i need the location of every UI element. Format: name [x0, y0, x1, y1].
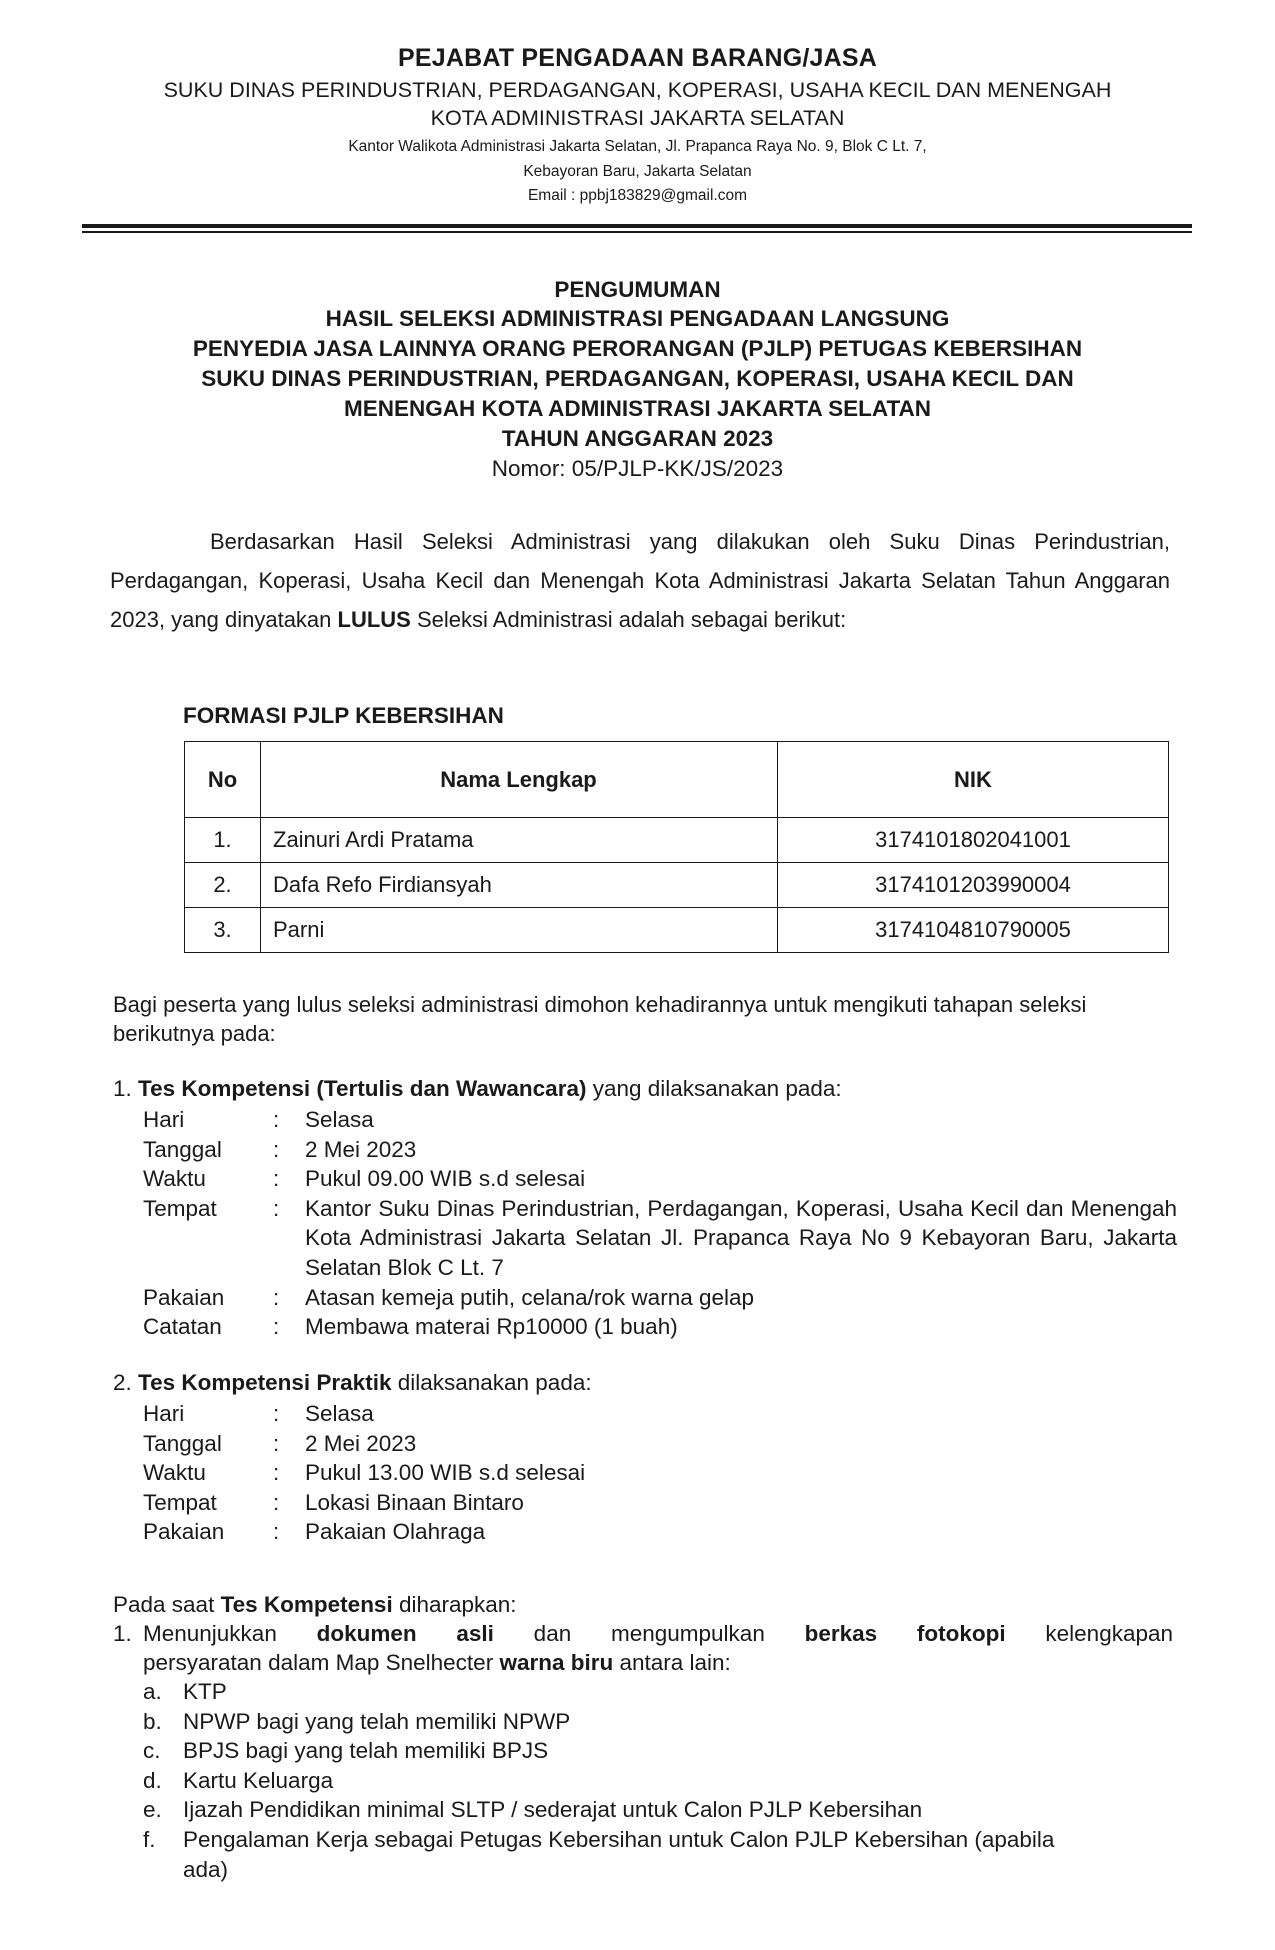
table-row	[185, 863, 1169, 908]
schedule2-row-waktu	[143, 1458, 1183, 1488]
table-cell-no: 3.	[185, 908, 261, 953]
candidates-table	[184, 741, 1169, 953]
announcement-heading: PENGUMUMAN	[554, 277, 721, 302]
list-text: Ijazah Pendidikan minimal SLTP / sederajat untuk Calon PJLP Kebersihan	[183, 1797, 923, 1823]
list-item	[143, 1825, 1183, 1855]
list-text: NPWP bagi yang telah memiliki NPWP	[183, 1708, 571, 1734]
req-text: antara lain:	[613, 1650, 731, 1675]
announcement-number: Nomor: 05/PJLP-KK/JS/2023	[491, 456, 784, 481]
letterhead-divider-thick	[82, 224, 1192, 228]
schedule1-row-tanggal	[143, 1135, 1183, 1165]
table-cell-no: 1.	[185, 818, 261, 863]
list-marker: b.	[143, 1708, 162, 1734]
table-header-row	[185, 742, 1169, 818]
value: Kantor Suku Dinas Perindustrian, Perdagangan, Koperasi, Usaha Kecil dan Menengah Kota Administrasi Jakarta Selatan Jl. Prapanca Raya No 9 Kebayoran Baru, Jakarta Selatan Blok C Lt. 7	[305, 1195, 1177, 1280]
announcement-title-line2: HASIL SELEKSI ADMINISTRASI PENGADAAN LANGSUNG	[325, 306, 950, 331]
table-cell-nik: 3174101203990004	[778, 863, 1169, 908]
schedule1-row-catatan	[143, 1312, 1183, 1342]
value: Selasa	[305, 1401, 374, 1426]
colon: :	[273, 1195, 280, 1221]
intro-text-after: Seleksi Administrasi adalah sebagai berikut:	[410, 607, 847, 632]
value: 2 Mei 2023	[305, 1430, 417, 1456]
table-cell-name: Parni	[261, 908, 778, 953]
schedule1-title-rest: yang dilaksanakan pada:	[586, 1076, 842, 1101]
table-cell-name: Zainuri Ardi Pratama	[261, 818, 778, 863]
after-table-paragraph: Bagi peserta yang lulus seleksi administrasi dimohon kehadirannya untuk mengikuti tahapan seleksi berikutnya pada:	[113, 992, 1087, 1046]
value: Membawa materai Rp10000 (1 buah)	[305, 1314, 678, 1340]
colon: :	[273, 1107, 280, 1132]
list-marker: d.	[143, 1767, 162, 1793]
schedule2-num: 2.	[113, 1370, 132, 1395]
schedule2-row-tempat	[143, 1488, 1183, 1518]
schedule2-row-tanggal	[143, 1429, 1183, 1459]
req-text: kelengkapan	[1005, 1621, 1174, 1646]
label: Tanggal	[143, 1136, 222, 1162]
colon: :	[273, 1401, 280, 1426]
list-text: BPJS bagi yang telah memiliki BPJS	[183, 1738, 549, 1764]
list-item	[143, 1707, 1183, 1737]
schedule1-num: 1.	[113, 1076, 132, 1101]
table-header-name: Nama Lengkap	[261, 742, 778, 818]
announcement-title-line5: MENENGAH KOTA ADMINISTRASI JAKARTA SELATAN	[343, 396, 932, 421]
schedule1-row-tempat	[143, 1194, 1183, 1283]
req-text: dan mengumpulkan	[493, 1621, 805, 1646]
colon: :	[273, 1489, 280, 1515]
req-bold-berkas-fotokopi: berkas fotokopi	[804, 1621, 1006, 1646]
label: Pakaian	[143, 1519, 225, 1545]
letterhead-unit: SUKU DINAS PERINDUSTRIAN, PERDAGANGAN, KOPERASI, USAHA KECIL DAN MENENGAH	[163, 78, 1112, 102]
letterhead-email: Email : ppbj183829@gmail.com	[527, 187, 748, 204]
intro-paragraph	[110, 522, 1170, 639]
value: Pukul 09.00 WIB s.d selesai	[305, 1166, 586, 1192]
requirements-intro-bold: Tes Kompetensi	[220, 1592, 393, 1617]
label: Hari	[143, 1401, 185, 1426]
schedule1-title	[113, 1076, 842, 1102]
table-cell-nik: 3174104810790005	[778, 908, 1169, 953]
list-text: ada)	[183, 1856, 229, 1882]
schedule2-row-pakaian	[143, 1517, 1183, 1547]
table-row	[185, 908, 1169, 953]
colon: :	[273, 1430, 280, 1456]
value: Selasa	[305, 1107, 374, 1132]
table-header-no: No	[185, 742, 261, 818]
letterhead-address-line2: Kebayoran Baru, Jakarta Selatan	[523, 163, 752, 180]
schedule1-row-pakaian	[143, 1283, 1183, 1313]
list-item	[143, 1677, 1183, 1707]
schedule2-title-rest: dilaksanakan pada:	[391, 1370, 592, 1395]
label: Tanggal	[143, 1430, 222, 1456]
label: Tempat	[143, 1195, 217, 1221]
label: Catatan	[143, 1314, 222, 1340]
list-text: Kartu Keluarga	[183, 1767, 334, 1793]
value: Pukul 13.00 WIB s.d selesai	[305, 1460, 586, 1486]
schedule2-details	[143, 1399, 1183, 1547]
value: Atasan kemeja putih, celana/rok warna gelap	[305, 1284, 755, 1310]
announcement-title-line4: SUKU DINAS PERINDUSTRIAN, PERDAGANGAN, KOPERASI, USAHA KECIL DAN	[201, 366, 1074, 391]
label: Hari	[143, 1107, 185, 1132]
req-text: persyaratan dalam Map Snelhecter	[143, 1650, 500, 1675]
list-marker: a.	[143, 1679, 162, 1704]
intro-text-bold: LULUS	[337, 607, 411, 632]
requirements-intro	[113, 1590, 517, 1620]
requirements-intro-text: Pada saat	[113, 1592, 221, 1617]
list-item	[143, 1795, 1183, 1825]
req-bold-dokumen-asli: dokumen asli	[316, 1621, 494, 1646]
table-row	[185, 818, 1169, 863]
requirements-intro-after: diharapkan:	[392, 1592, 517, 1617]
table-cell-name: Dafa Refo Firdiansyah	[261, 863, 778, 908]
colon: :	[273, 1460, 280, 1486]
letterhead-title: PEJABAT PENGADAAN BARANG/JASA	[398, 44, 877, 72]
list-text: KTP	[183, 1679, 227, 1704]
requirements-line1	[143, 1619, 1173, 1649]
schedule2-row-hari	[143, 1399, 1183, 1429]
value: Lokasi Binaan Bintaro	[305, 1489, 524, 1515]
list-item-continuation	[143, 1855, 1183, 1885]
schedule1-details	[143, 1105, 1183, 1342]
intro-text-before: Berdasarkan Hasil Seleksi Administrasi yang dilakukan oleh Suku Dinas Perindustrian, Perdagangan, Koperasi, Usaha Kecil dan Menengah Kota Administrasi Jakarta Selatan Tahun Anggaran 2023, yang dinyatakan	[110, 529, 1170, 632]
schedule1-title-bold: Tes Kompetensi (Tertulis dan Wawancara)	[138, 1076, 587, 1101]
requirements-list	[143, 1677, 1183, 1884]
schedule1-row-hari	[143, 1105, 1183, 1135]
value: 2 Mei 2023	[305, 1136, 417, 1162]
colon: :	[273, 1136, 280, 1162]
table-cell-nik: 3174101802041001	[778, 818, 1169, 863]
label: Pakaian	[143, 1284, 225, 1310]
list-item	[143, 1736, 1183, 1766]
letterhead-address-line1: Kantor Walikota Administrasi Jakarta Selatan, Jl. Prapanca Raya No. 9, Blok C Lt. 7,	[348, 138, 927, 155]
label: Waktu	[143, 1460, 206, 1486]
schedule1-row-waktu	[143, 1164, 1183, 1194]
requirements-line2	[143, 1648, 731, 1678]
colon: :	[273, 1284, 280, 1310]
announcement-title-line6: TAHUN ANGGARAN 2023	[501, 426, 774, 451]
requirements-item-num: 1.	[113, 1621, 132, 1646]
list-marker: e.	[143, 1797, 162, 1823]
table-header-nik: NIK	[778, 742, 1169, 818]
list-item	[143, 1766, 1183, 1796]
req-text: Menunjukkan	[143, 1621, 317, 1646]
letterhead-city: KOTA ADMINISTRASI JAKARTA SELATAN	[430, 106, 845, 130]
schedule2-title	[113, 1370, 592, 1396]
colon: :	[273, 1314, 280, 1340]
value: Pakaian Olahraga	[305, 1519, 486, 1545]
schedule2-title-bold: Tes Kompetensi Praktik	[138, 1370, 392, 1395]
colon: :	[273, 1166, 280, 1192]
formasi-title: FORMASI PJLP KEBERSIHAN	[183, 703, 504, 728]
label: Waktu	[143, 1166, 206, 1192]
list-marker: c.	[143, 1738, 161, 1764]
req-bold-warna-biru: warna biru	[499, 1650, 614, 1675]
announcement-title-line3: PENYEDIA JASA LAINNYA ORANG PERORANGAN (PJLP) PETUGAS KEBERSIHAN	[192, 336, 1083, 361]
list-text: Pengalaman Kerja sebagai Petugas Kebersihan untuk Calon PJLP Kebersihan (apabila	[183, 1826, 1055, 1852]
table-cell-no: 2.	[185, 863, 261, 908]
letterhead-divider-thin	[82, 231, 1192, 233]
colon: :	[273, 1519, 280, 1545]
label: Tempat	[143, 1489, 217, 1515]
list-marker: f.	[143, 1826, 156, 1852]
